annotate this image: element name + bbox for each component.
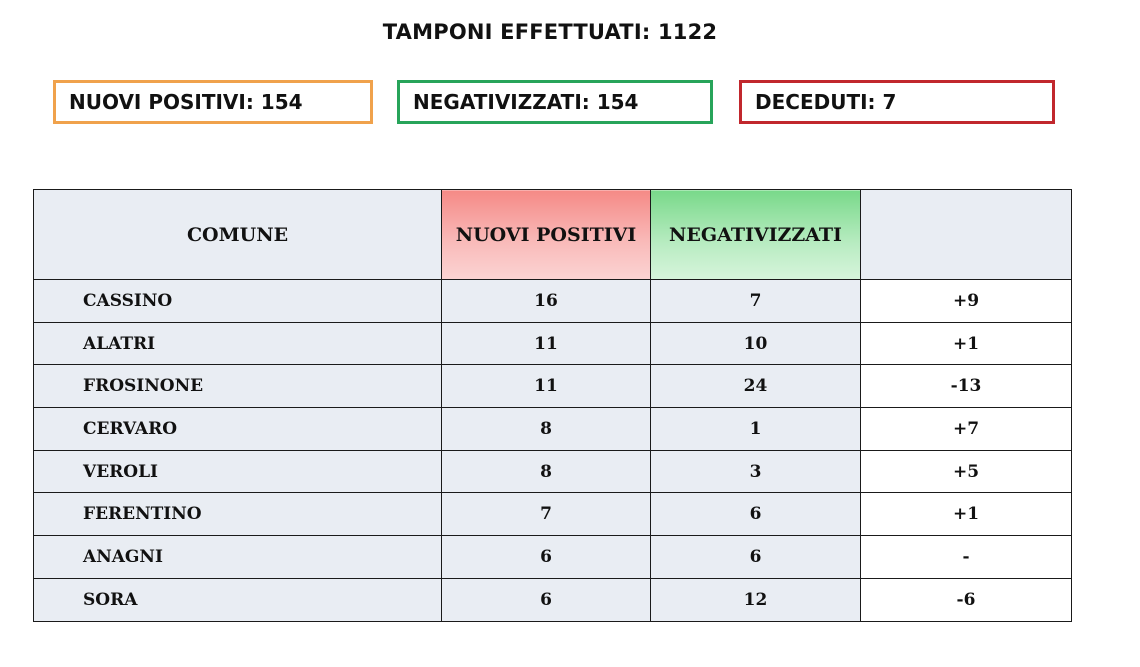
table-cell-negativizzati: 10 <box>651 322 861 365</box>
table-cell-negativizzati: 7 <box>651 280 861 323</box>
table-row <box>34 493 1072 536</box>
table-cell-nuovi-positivi: 6 <box>442 578 651 621</box>
table-cell-difference: +1 <box>861 493 1072 536</box>
table-cell-difference: +9 <box>861 280 1072 323</box>
table-cell-nuovi-positivi: 8 <box>442 450 651 493</box>
table-row <box>34 450 1072 493</box>
table-cell-difference: +7 <box>861 408 1072 451</box>
summary-label-negativizzati: NEGATIVIZZATI: 154 <box>413 90 639 114</box>
table-cell-negativizzati: 6 <box>651 536 861 579</box>
table-cell-difference: +5 <box>861 450 1072 493</box>
table-cell-negativizzati: 3 <box>651 450 861 493</box>
summary-box-negativizzati <box>397 80 713 124</box>
table-cell-comune: ANAGNI <box>34 536 442 579</box>
table-cell-nuovi-positivi: 6 <box>442 536 651 579</box>
table-cell-nuovi-positivi: 16 <box>442 280 651 323</box>
table-cell-negativizzati: 6 <box>651 493 861 536</box>
comuni-table <box>33 189 1072 622</box>
table-row <box>34 408 1072 451</box>
table-cell-negativizzati: 24 <box>651 365 861 408</box>
column-header-negativizzati: NEGATIVIZZATI <box>651 190 861 280</box>
table-cell-negativizzati: 1 <box>651 408 861 451</box>
table-cell-comune: CASSINO <box>34 280 442 323</box>
table-row <box>34 578 1072 621</box>
table-cell-nuovi-positivi: 11 <box>442 365 651 408</box>
table-cell-difference: -6 <box>861 578 1072 621</box>
table-cell-comune: SORA <box>34 578 442 621</box>
table-header-row <box>34 190 1072 280</box>
column-header-difference <box>861 190 1072 280</box>
summary-label-nuovi-positivi: NUOVI POSITIVI: 154 <box>69 90 303 114</box>
table-row <box>34 280 1072 323</box>
table-row <box>34 365 1072 408</box>
summary-box-nuovi-positivi <box>53 80 373 124</box>
table-body <box>34 280 1072 622</box>
table-cell-nuovi-positivi: 7 <box>442 493 651 536</box>
table-cell-nuovi-positivi: 11 <box>442 322 651 365</box>
table-cell-difference: -13 <box>861 365 1072 408</box>
table-cell-comune: CERVARO <box>34 408 442 451</box>
table-cell-difference: +1 <box>861 322 1072 365</box>
table-cell-negativizzati: 12 <box>651 578 861 621</box>
table-row <box>34 322 1072 365</box>
summary-box-deceduti <box>739 80 1055 124</box>
table-cell-difference: - <box>861 536 1072 579</box>
table-cell-comune: FERENTINO <box>34 493 442 536</box>
summary-label-deceduti: DECEDUTI: 7 <box>755 90 897 114</box>
table-cell-comune: VEROLI <box>34 450 442 493</box>
table-cell-nuovi-positivi: 8 <box>442 408 651 451</box>
table-row <box>34 536 1072 579</box>
table-cell-comune: FROSINONE <box>34 365 442 408</box>
column-header-nuovi-positivi: NUOVI POSITIVI <box>442 190 651 280</box>
table-cell-comune: ALATRI <box>34 322 442 365</box>
column-header-comune: COMUNE <box>34 190 442 280</box>
page-title: TAMPONI EFFETTUATI: 1122 <box>382 20 718 44</box>
